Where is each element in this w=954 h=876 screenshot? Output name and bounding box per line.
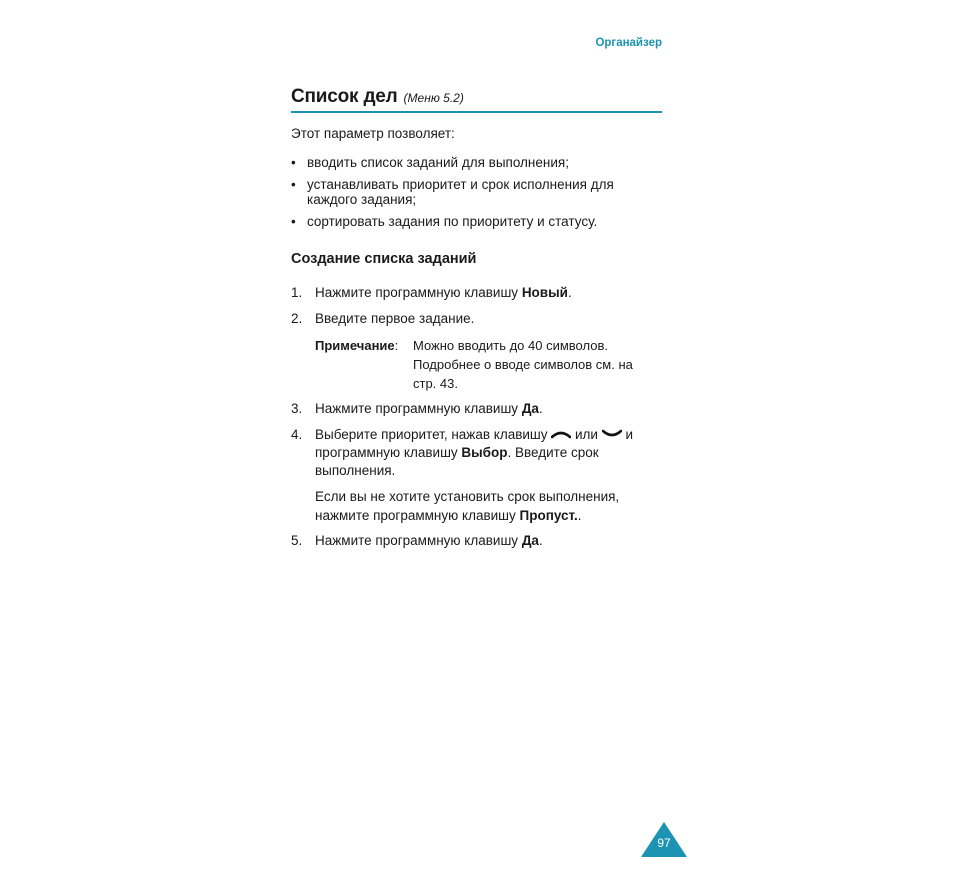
list-item-text: сортировать задания по приоритету и статусу. — [307, 214, 598, 229]
list-item — [291, 177, 663, 207]
step-number: 3. — [291, 401, 303, 416]
softkey-label: Да — [521, 401, 539, 416]
step-number: 5. — [291, 533, 303, 548]
step-4 — [291, 426, 663, 480]
skip-paragraph — [315, 488, 660, 525]
paragraph-line: нажмите программную клавишу — [315, 507, 520, 523]
feature-list — [291, 155, 663, 236]
note-line: Подробнее о вводе символов см. на — [413, 357, 633, 372]
step-1 — [291, 284, 663, 302]
step-number: 2. — [291, 311, 303, 326]
softkey-label: Пропуст. — [519, 507, 578, 523]
title-bar — [291, 86, 662, 113]
section-header: Органайзер — [595, 37, 662, 49]
step-text: выполнения. — [315, 463, 396, 479]
nav-down-icon — [602, 426, 622, 444]
step-number: 1. — [291, 285, 303, 300]
step-5 — [291, 532, 663, 550]
step-text: Нажмите программную клавишу — [315, 401, 522, 416]
note-line: стр. 43. — [413, 376, 458, 391]
paragraph-line: Если вы не хотите установить срок выполнения, — [315, 489, 620, 504]
step-2 — [291, 310, 663, 328]
step-text: Нажмите программную клавишу — [315, 533, 522, 548]
softkey-label: Новый — [521, 285, 568, 300]
step-text: . Введите срок — [507, 445, 599, 461]
softkey-label: Выбор — [461, 445, 508, 461]
softkey-label: Да — [521, 533, 539, 548]
step-number: 4. — [291, 427, 303, 442]
step-text: Выберите приоритет, нажав клавишу — [315, 427, 552, 442]
step-text-and: и — [621, 427, 634, 442]
list-item-text: вводить список заданий для выполнения; — [307, 155, 569, 170]
note — [315, 336, 660, 393]
menu-reference: (Меню 5.2) — [403, 91, 464, 105]
note-label: Примечание: — [315, 338, 399, 353]
step-3 — [291, 400, 663, 418]
list-item — [291, 155, 663, 170]
page-title: Список дел — [291, 86, 398, 107]
step-text-or: или — [571, 427, 602, 442]
step-text: Нажмите программную клавишу — [315, 285, 522, 300]
page-number: 97 — [657, 836, 671, 850]
list-item-text: устанавливать приоритет и срок исполнения для каждого задания; — [307, 177, 614, 207]
bullet-icon: • — [291, 214, 296, 229]
list-item — [291, 214, 663, 229]
nav-up-icon — [551, 426, 571, 444]
step-text: Введите первое задание. — [315, 311, 475, 326]
bullet-icon: • — [291, 177, 296, 192]
paragraph-end: . — [577, 507, 582, 523]
step-text: программную клавишу — [315, 445, 462, 461]
intro-text: Этот параметр позволяет: — [291, 126, 455, 141]
subheading: Создание списка заданий — [291, 251, 477, 267]
note-line: Можно вводить до 40 символов. — [413, 338, 608, 353]
step-text-end: . — [538, 533, 543, 548]
bullet-icon: • — [291, 155, 296, 170]
step-text-end: . — [567, 285, 572, 300]
step-text-end: . — [538, 401, 543, 416]
